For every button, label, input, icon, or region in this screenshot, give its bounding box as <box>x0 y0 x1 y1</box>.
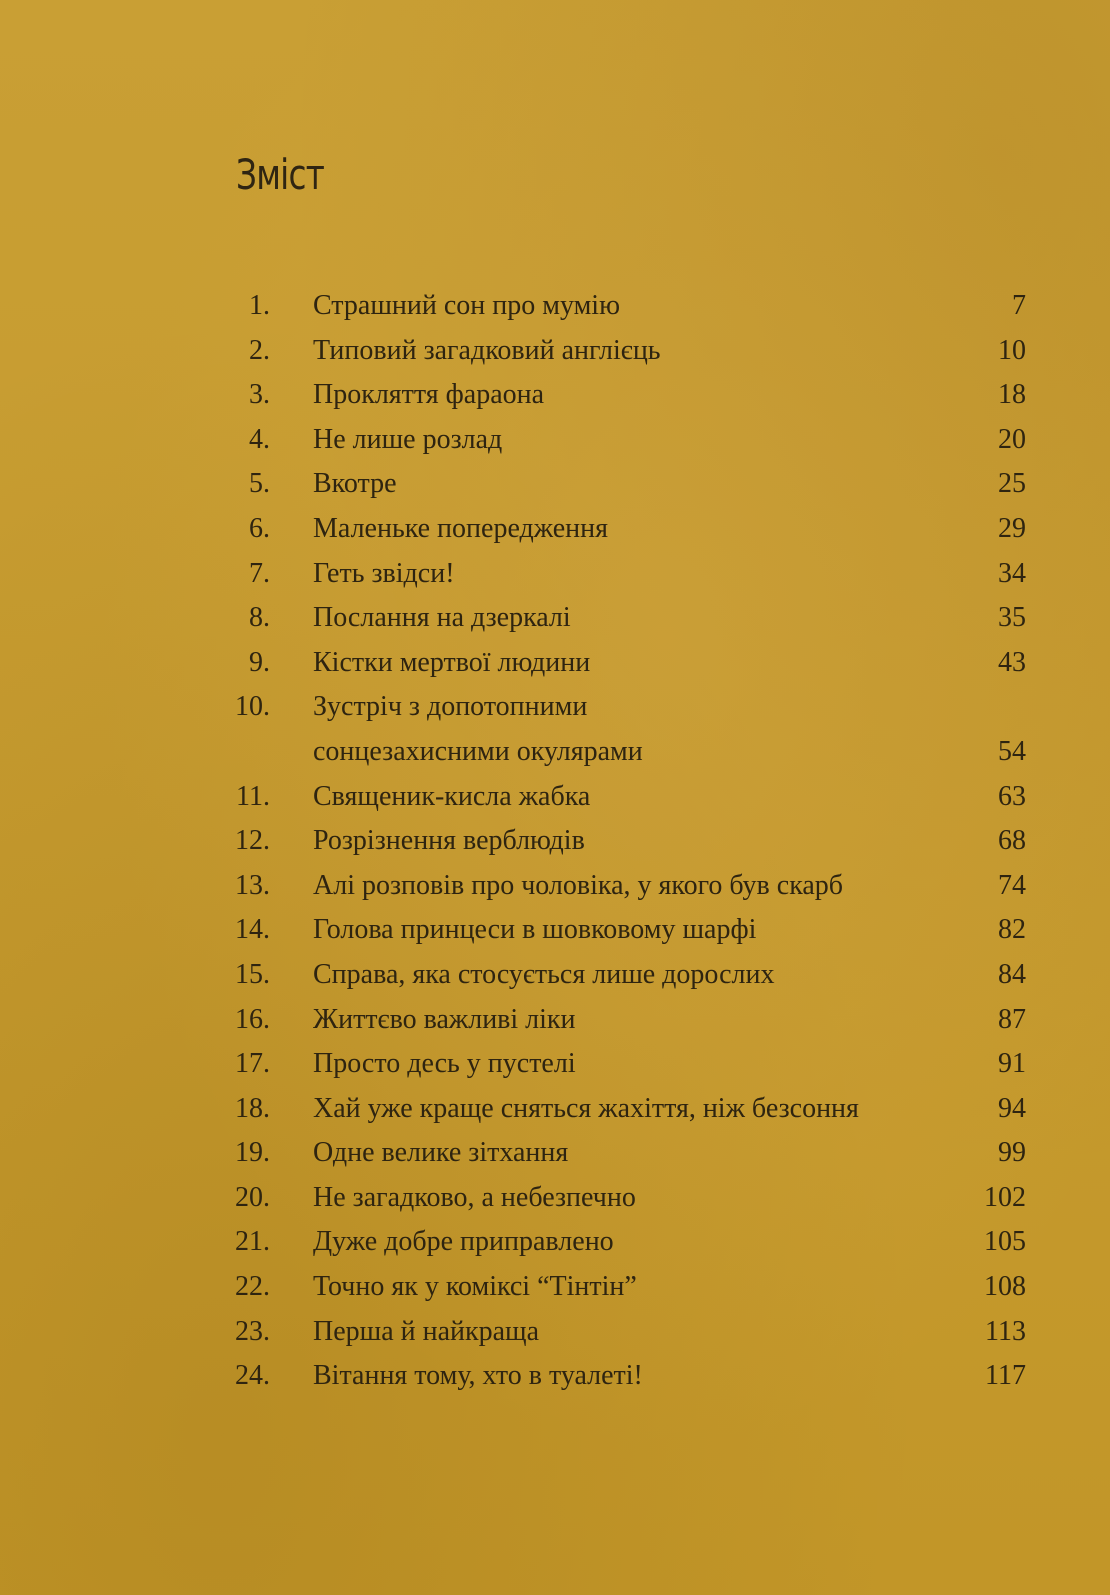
toc-entry <box>0 819 1110 864</box>
toc-entry <box>0 552 1110 597</box>
page-number: 29 <box>998 512 1026 544</box>
chapter-title: Точно як у коміксі “Тінтін” <box>313 1271 637 1303</box>
toc-entry <box>0 1042 1110 1087</box>
page-number: 25 <box>998 468 1026 500</box>
page-number: 91 <box>998 1048 1026 1080</box>
toc-entry <box>0 641 1110 686</box>
chapter-number: 4. <box>249 423 270 455</box>
page-number: 34 <box>998 557 1026 589</box>
page-number: 113 <box>985 1315 1026 1347</box>
chapter-number: 18. <box>235 1092 270 1124</box>
chapter-number: 21. <box>235 1226 270 1258</box>
toc-entry <box>0 1265 1110 1310</box>
page-title: Зміст <box>236 150 325 199</box>
page-number: 20 <box>998 423 1026 455</box>
page-number: 10 <box>998 334 1026 366</box>
page-number: 68 <box>998 825 1026 857</box>
chapter-title: Справа, яка стосується лише дорослих <box>313 958 775 990</box>
chapter-title: Життєво важливі ліки <box>313 1003 576 1035</box>
chapter-number: 5. <box>249 468 270 500</box>
page-number: 108 <box>984 1271 1026 1303</box>
page-number: 43 <box>998 646 1026 678</box>
page-number: 102 <box>984 1181 1026 1213</box>
chapter-title: Перша й найкраща <box>313 1315 540 1347</box>
toc-entry <box>0 1131 1110 1176</box>
chapter-number: 9. <box>249 646 270 678</box>
page-number: 63 <box>998 780 1026 812</box>
toc-entry <box>0 1176 1110 1221</box>
toc-entry <box>0 953 1110 998</box>
toc-entry <box>0 908 1110 953</box>
chapter-number: 22. <box>235 1271 270 1303</box>
page-number: 35 <box>998 602 1026 634</box>
chapter-title: Зустріч з допотопними <box>313 691 588 723</box>
chapter-title: Алі розповів про чоловіка, у якого був скарб <box>313 869 844 901</box>
page-number: 105 <box>984 1226 1026 1258</box>
chapter-title: Геть звідси! <box>313 557 455 589</box>
toc-entry-continuation <box>0 730 1110 775</box>
chapter-title: Хай уже краще сняться жахіття, ніж безсоння <box>313 1092 859 1124</box>
chapter-number: 7. <box>249 557 270 589</box>
chapter-number: 15. <box>235 958 270 990</box>
toc-entry <box>0 284 1110 329</box>
toc-entry <box>0 998 1110 1043</box>
table-of-contents <box>0 284 1110 1399</box>
chapter-number: 10. <box>235 691 270 723</box>
chapter-number: 23. <box>235 1315 270 1347</box>
chapter-title: Кістки мертвої людини <box>313 646 591 678</box>
chapter-number: 3. <box>249 379 270 411</box>
page-number: 18 <box>998 379 1026 411</box>
chapter-number: 13. <box>235 869 270 901</box>
toc-entry <box>0 462 1110 507</box>
chapter-title: Не лише розлад <box>313 423 503 455</box>
chapter-number: 8. <box>249 602 270 634</box>
page-number: 99 <box>998 1137 1026 1169</box>
chapter-title: Одне велике зітхання <box>313 1137 569 1169</box>
chapter-title: Типовий загадковий англієць <box>313 334 661 366</box>
chapter-number: 24. <box>235 1360 270 1392</box>
chapter-number: 17. <box>235 1048 270 1080</box>
page-number: 94 <box>998 1092 1026 1124</box>
toc-entry <box>0 507 1110 552</box>
toc-entry <box>0 1220 1110 1265</box>
chapter-number: 11. <box>236 780 270 812</box>
chapter-title: сонцезахисними окулярами <box>313 735 643 767</box>
toc-entry <box>0 685 1110 730</box>
chapter-number: 12. <box>235 825 270 857</box>
toc-entry <box>0 373 1110 418</box>
page-number: 82 <box>998 914 1026 946</box>
chapter-title: Послання на дзеркалі <box>313 602 571 634</box>
toc-entry <box>0 1354 1110 1399</box>
chapter-title: Вкотре <box>313 468 397 500</box>
chapter-title: Страшний сон про мумію <box>313 290 620 321</box>
page-number: 84 <box>998 958 1026 990</box>
chapter-title: Прокляття фараона <box>313 379 545 411</box>
chapter-number: 1. <box>249 290 270 321</box>
chapter-title: Просто десь у пустелі <box>313 1048 576 1080</box>
chapter-title: Маленьке попередження <box>313 512 609 544</box>
chapter-number: 16. <box>235 1003 270 1035</box>
chapter-title: Священик-кисла жабка <box>313 780 591 812</box>
chapter-title: Вітання тому, хто в туалеті! <box>313 1360 643 1392</box>
chapter-number: 20. <box>235 1181 270 1213</box>
page-number: 87 <box>998 1003 1026 1035</box>
page-number: 54 <box>998 735 1026 767</box>
toc-entry <box>0 329 1110 374</box>
chapter-title: Не загадково, а небезпечно <box>313 1181 636 1213</box>
page-number: 117 <box>985 1360 1026 1392</box>
chapter-number: 2. <box>249 334 270 366</box>
toc-entry <box>0 418 1110 463</box>
chapter-title: Голова принцеси в шовковому шарфі <box>313 914 757 946</box>
page-number: 7 <box>1012 290 1026 321</box>
chapter-title: Дуже добре приправлено <box>313 1226 614 1258</box>
chapter-number: 14. <box>235 914 270 946</box>
chapter-number: 6. <box>249 512 270 544</box>
toc-entry <box>0 596 1110 641</box>
page-number: 74 <box>998 869 1026 901</box>
toc-entry <box>0 1087 1110 1132</box>
chapter-number: 19. <box>235 1137 270 1169</box>
chapter-title: Розрізнення верблюдів <box>313 825 585 857</box>
toc-entry <box>0 1310 1110 1355</box>
toc-entry <box>0 864 1110 909</box>
toc-entry <box>0 775 1110 820</box>
